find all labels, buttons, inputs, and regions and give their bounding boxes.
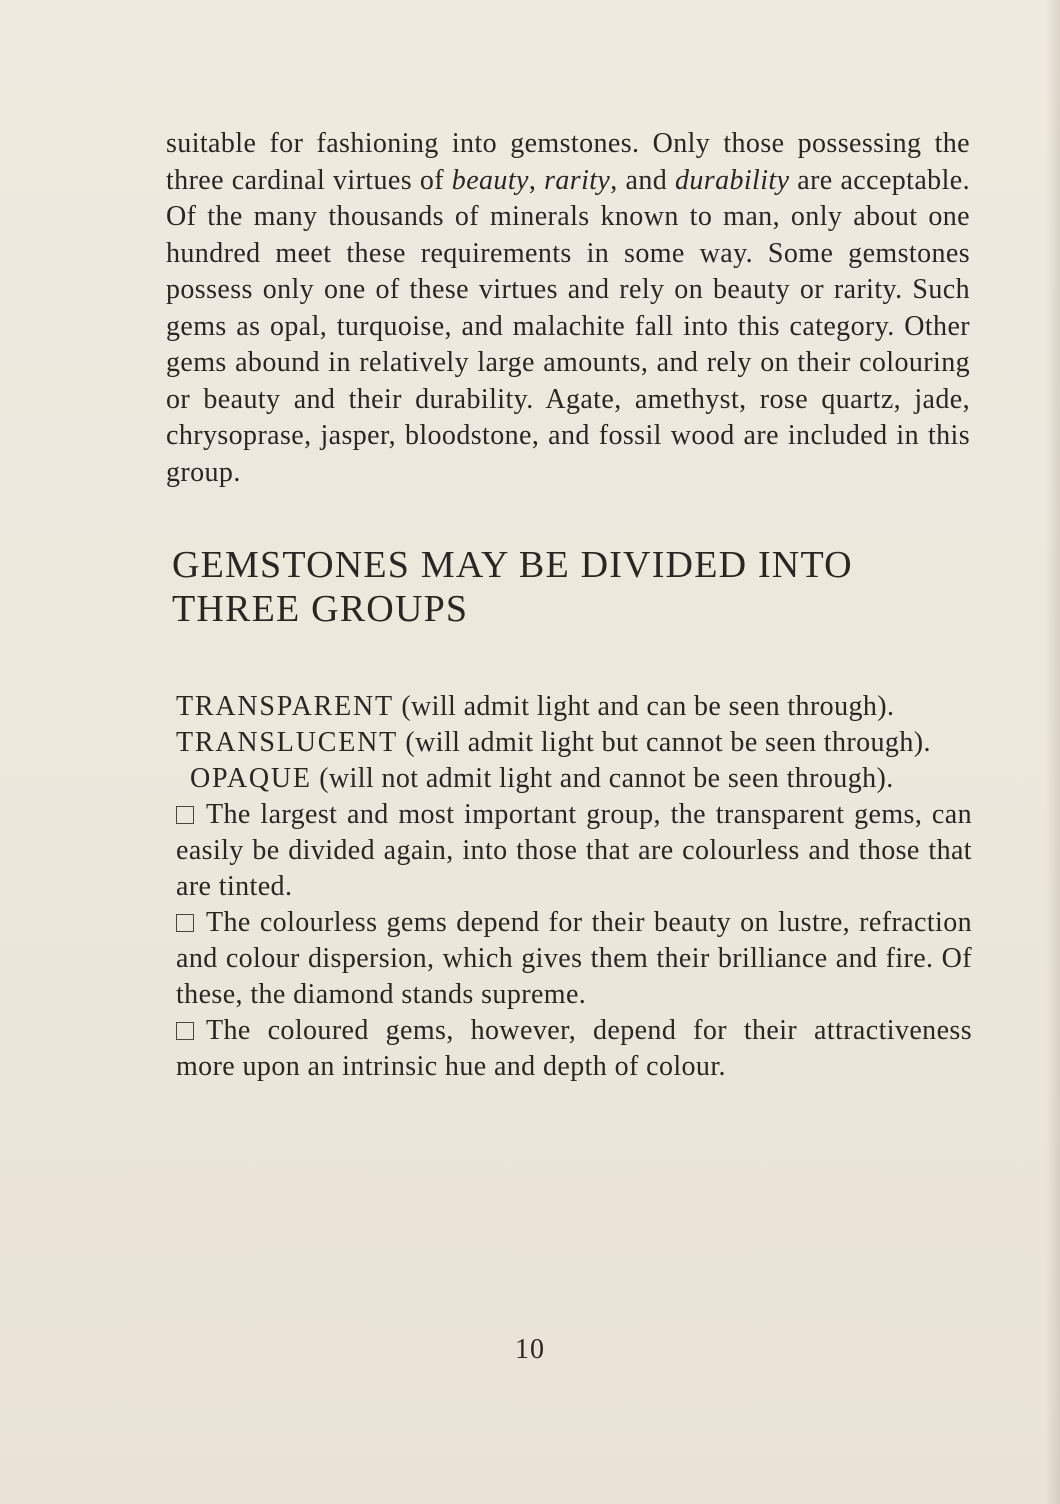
intro-separator: ,	[528, 164, 545, 196]
group-transparent	[176, 689, 972, 725]
intro-text-start: suitable for fashioning into gemstones. Only those possessing the three cardinal virtues of	[166, 128, 970, 196]
page-edge-shadow	[1046, 0, 1060, 1504]
group-opaque	[176, 761, 972, 797]
virtue-rarity: rarity	[544, 164, 611, 196]
group-name: TRANSPARENT	[176, 691, 394, 722]
paragraph-coloured-gems	[176, 1013, 972, 1085]
virtue-beauty: beauty	[451, 164, 529, 196]
group-description: (will admit light but cannot be seen through).	[398, 727, 931, 758]
paragraph-text: The colourless gems depend for their beauty on lustre, refraction and colour dispersion, which gives them their brilliance and fire. Of these, the diamond stands supreme.	[176, 907, 972, 1010]
group-translucent	[176, 725, 972, 761]
group-name: OPAQUE	[190, 763, 312, 794]
paragraph-text: The coloured gems, however, depend for their attractiveness more upon an intrinsic hue and depth of colour.	[176, 1015, 972, 1082]
intro-separator: , and	[610, 164, 675, 196]
group-description: (will not admit light and cannot be seen through).	[311, 763, 894, 794]
box-bullet-icon	[176, 1022, 194, 1040]
gem-groups-list	[176, 689, 972, 1085]
text-column	[166, 126, 970, 1085]
intro-paragraph	[166, 126, 970, 491]
box-bullet-icon	[176, 914, 194, 932]
group-name: TRANSLUCENT	[176, 727, 399, 758]
group-description: (will admit light and can be seen through).	[393, 691, 895, 722]
paragraph-text: The largest and most important group, the transparent gems, can easily be divided again, into those that are colourless and those that are tinted.	[176, 799, 972, 902]
page-number: 10	[515, 1334, 545, 1365]
paragraph-transparent-gems	[176, 797, 972, 905]
section-heading: GEMSTONES MAY BE DIVIDED INTO THREE GROUPS	[172, 544, 853, 630]
virtue-durability: durability	[674, 164, 790, 196]
paragraph-colourless-gems	[176, 905, 972, 1013]
box-bullet-icon	[176, 806, 194, 824]
intro-text-end: are acceptable. Of the many thousands of minerals known to man, only about one hundred meet these requirements in some way. Some gemstones possess only one of these virtues and rely on beauty or rarity. Such gems as opal, turquoise, and malachite fall into this category. Other gems abound in relatively large amounts, and rely on their colouring or beauty and their durability. Agate, amethyst, rose quartz, jade, chrysoprase, jasper, bloodstone, and fossil wood are included in this group.	[166, 164, 970, 488]
